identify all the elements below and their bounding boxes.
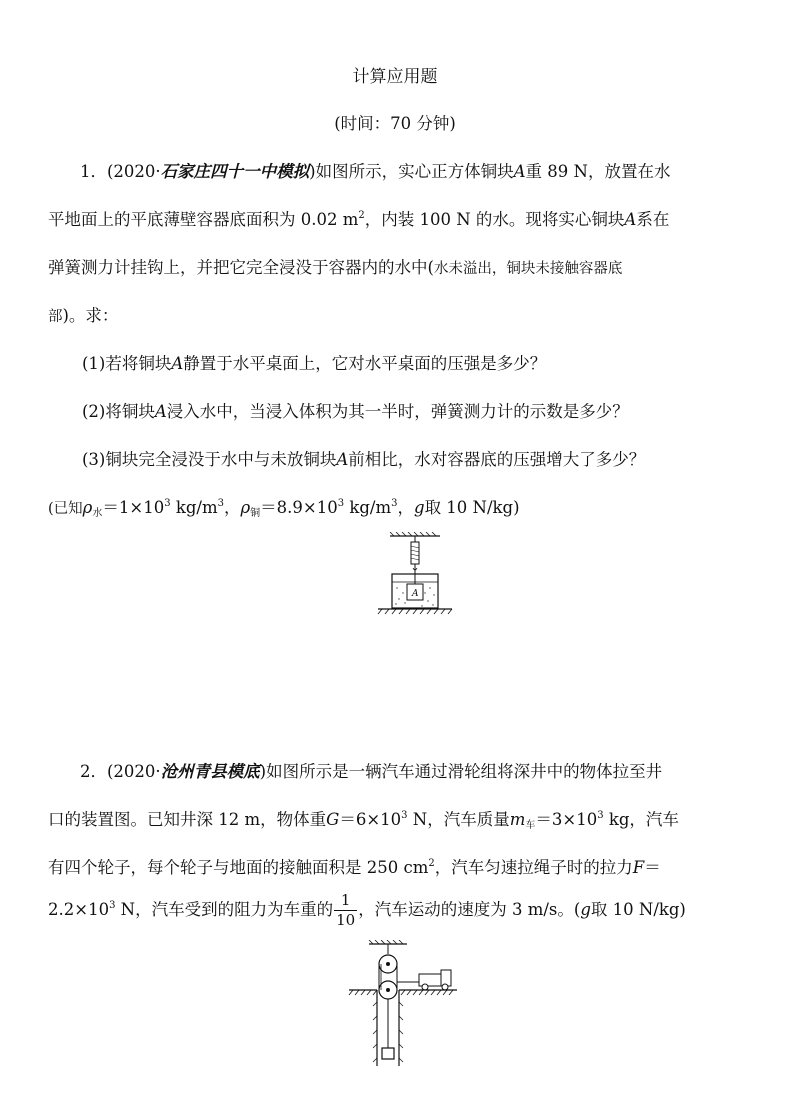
q1-text: )。求：: [62, 306, 119, 325]
page-title: 计算应用题: [352, 67, 438, 87]
q2-text: 2.2×10: [48, 900, 110, 919]
q2-line-3: [48, 854, 748, 878]
q2-text: 取 10 N/kg): [590, 900, 686, 919]
var-rho: ρ: [82, 498, 93, 517]
subscript: 车: [525, 820, 536, 831]
superscript: 2: [358, 210, 365, 221]
q2-line-1: [80, 758, 780, 782]
q2-text: 口的装置图。已知井深 12 m，物体重: [48, 810, 327, 829]
q1-line-2: [48, 206, 748, 230]
q2-figure: [345, 940, 460, 1070]
var-G: G: [326, 810, 340, 829]
subscript: 水: [92, 508, 103, 519]
q1-text: (2)将铜块: [82, 402, 155, 421]
q1-text: 弹簧测力计挂钩上，并把它完全浸没于容器内的水中(: [48, 258, 434, 277]
var-A: A: [171, 354, 184, 373]
q1-text: 重 89 N，放置在水: [525, 162, 671, 181]
q2-line-2: [48, 806, 748, 830]
q1-text: kg/m: [170, 498, 218, 517]
q2-text: ＝6×10: [339, 810, 402, 829]
q2-text: N，汽车受到的阻力为车重的: [115, 900, 334, 919]
var-rho: ρ: [240, 498, 251, 517]
q1-sub-3: [82, 446, 782, 470]
q1-text: 系在: [636, 210, 670, 229]
var-g: g: [580, 900, 591, 919]
q1-sub-1: [82, 350, 782, 374]
q1-note: 水未溢出，铜块未接触容器底: [433, 261, 623, 277]
q1-text: 静置于水平桌面上，它对水平桌面的压强是多少？: [183, 354, 547, 373]
q1-figure: [370, 532, 460, 622]
q1-text: ＝8.9×10: [260, 498, 338, 517]
q2-source: 沧州青县模底: [160, 762, 260, 781]
superscript: 3: [401, 810, 408, 821]
q1-text: 浸入水中，当浸入体积为其一半时，弹簧测力计的示数是多少？: [166, 402, 629, 421]
superscript: 3: [217, 498, 224, 509]
q1-text: 前相比，水对容器底的压强增大了多少？: [348, 450, 646, 469]
fraction-one-tenth: [334, 893, 357, 928]
q1-text: ，: [223, 498, 241, 517]
superscript: 3: [337, 498, 345, 509]
q1-text: (已知: [48, 501, 83, 517]
q1-text: ，: [397, 498, 414, 517]
q2-text: kg，汽车: [603, 810, 679, 829]
superscript: 3: [597, 810, 604, 821]
var-A: A: [154, 402, 167, 421]
q1-number: 1．(2020·: [80, 162, 161, 181]
q2-number: 2．(2020·: [80, 762, 161, 781]
q1-text: (3)铜块完全浸没于水中与未放铜块: [82, 450, 337, 469]
q1-note: 部: [48, 309, 63, 325]
var-m: m: [509, 810, 526, 829]
q1-source: 石家庄四十一中模拟: [160, 162, 310, 181]
q1-text: 平地面上的平底薄壁容器底面积为 0.02 m: [48, 210, 359, 229]
superscript: 2: [428, 858, 435, 869]
q1-line-4: [48, 302, 748, 326]
q1-line-1: [80, 158, 780, 182]
q1-text: ，内装 100 N 的水。现将实心铜块: [364, 210, 625, 229]
q2-text: N，汽车质量: [407, 810, 510, 829]
q1-sub-2: [82, 398, 782, 422]
time-limit: (时间：70 分钟): [334, 114, 456, 133]
q2-text: ＝: [644, 858, 661, 877]
q2-text: 有四个轮子，每个轮子与地面的接触面积是 250 cm: [48, 858, 429, 877]
var-g: g: [414, 498, 425, 517]
q2-text: )如图所示是一辆汽车通过滑轮组将深井中的物体拉至井: [259, 762, 663, 781]
superscript: 3: [109, 900, 116, 911]
q1-text: ＝1×10: [102, 498, 165, 517]
q1-text: )如图所示，实心正方体铜块: [309, 162, 514, 181]
superscript: 3: [391, 498, 398, 509]
block-A-label: A: [412, 589, 419, 599]
var-A: A: [336, 450, 349, 469]
q1-known: [48, 494, 748, 518]
q2-text: ＝3×10: [535, 810, 598, 829]
q2-text: ，汽车匀速拉绳子时的拉力: [434, 858, 633, 877]
var-A: A: [513, 162, 526, 181]
q1-text: 取 10 N/kg): [424, 498, 520, 517]
q1-line-3: [48, 254, 748, 278]
superscript: 3: [164, 498, 171, 509]
q1-text: (1)若将铜块: [82, 354, 172, 373]
var-F: F: [632, 858, 645, 877]
q2-text: ，汽车运动的速度为 3 m/s。(: [358, 900, 581, 919]
fraction-numerator: 1: [334, 893, 357, 911]
subscript: 铜: [250, 508, 261, 519]
q1-text: kg/m: [344, 498, 392, 517]
q2-line-4: [48, 893, 748, 928]
fraction-denominator: 10: [336, 911, 356, 929]
var-A: A: [624, 210, 637, 229]
